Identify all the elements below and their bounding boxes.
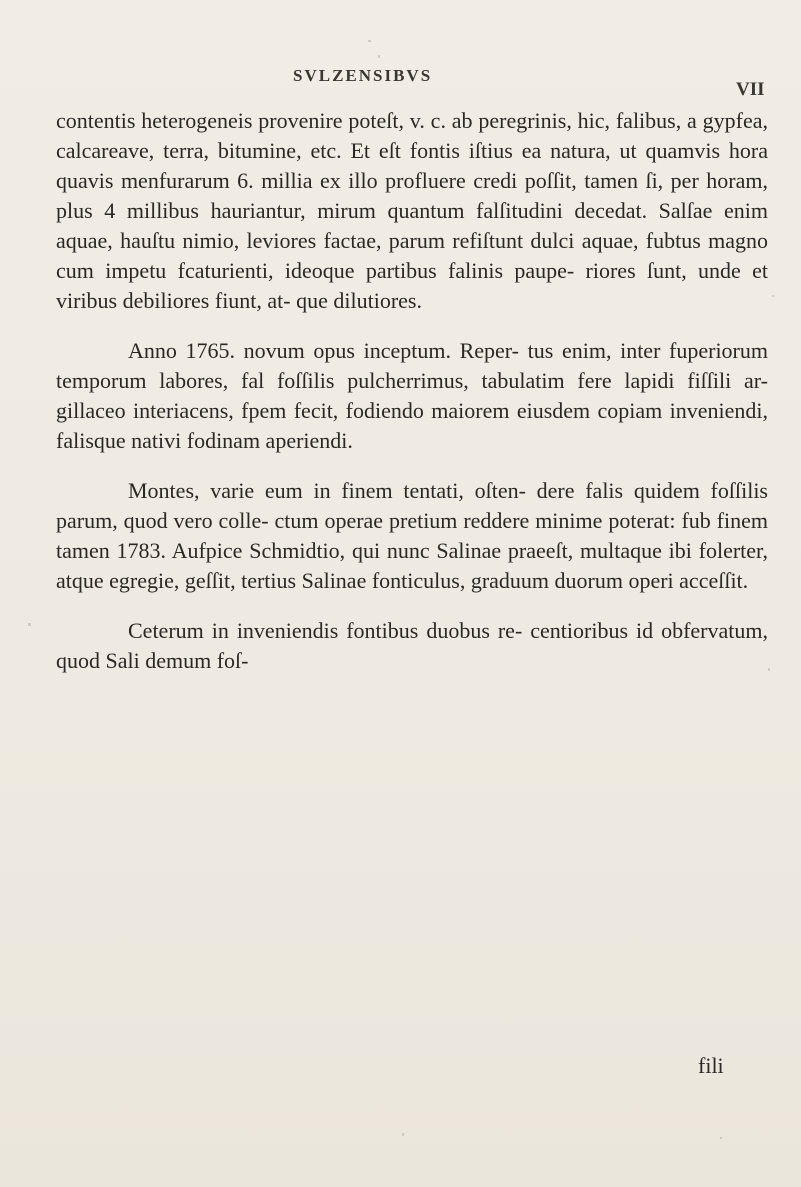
body-text: [56, 106, 768, 676]
paper-speck: [768, 668, 770, 671]
paper-speck: [720, 1137, 722, 1139]
paper-speck: [772, 295, 774, 297]
paper-speck: [402, 1133, 404, 1136]
paper-speck: [368, 40, 371, 42]
paragraph-2: Anno 1765. novum opus inceptum. Reper- tus enim, inter fuperiorum temporum labores, fal foſſilis pulcherrimus, tabulatim fere lapidi fiſſili ar- gillaceo interiacens, fpem fecit, fodiendo maiorem eiusdem copiam inveniendi, falisque nativi fodinam aperiendi.: [56, 338, 768, 453]
paper-speck: [378, 55, 380, 58]
catchword: fili: [698, 1053, 724, 1078]
paper-speck: [28, 623, 31, 626]
page-number: VII: [736, 79, 765, 100]
paragraph-1: contentis heterogeneis provenire poteſt, v. c. ab peregrinis, hic, falibus, a gypfea, calcareave, terra, bitumine, etc. Et eſt fontis iſtius ea natura, ut quamvis hora quavis menfurarum 6. millia ex illo profluere credi poſſit, tamen ſi, per horam, plus 4 millibus hauriantur, mirum quantum falſitudini decedat. Salſae enim aquae, hauſtu nimio, leviores factae, parum refiſtunt dulci aquae, fubtus magno cum impetu fcaturienti, ideoque partibus falinis paupe- riores ſunt, unde et viribus debiliores fiunt, at- que dilutiores.: [56, 108, 768, 313]
paragraph-3: Montes, varie eum in finem tentati, oſten- dere falis quidem foſſilis parum, quod vero colle- ctum operae pretium reddere minime poterat: fub finem tamen 1783. Aufpice Schmidtio, qui nunc Salinae praeeſt, multaque ibi folerter, atque egregie, geſſit, tertius Salinae fonticulus, graduum duorum operi acceſſit.: [56, 478, 768, 593]
running-head: SVLZENSIBVS: [293, 66, 433, 85]
paragraph-4: Ceterum in inveniendis fontibus duobus re- centioribus id obfervatum, quod Sali demum foſ-: [56, 618, 768, 673]
